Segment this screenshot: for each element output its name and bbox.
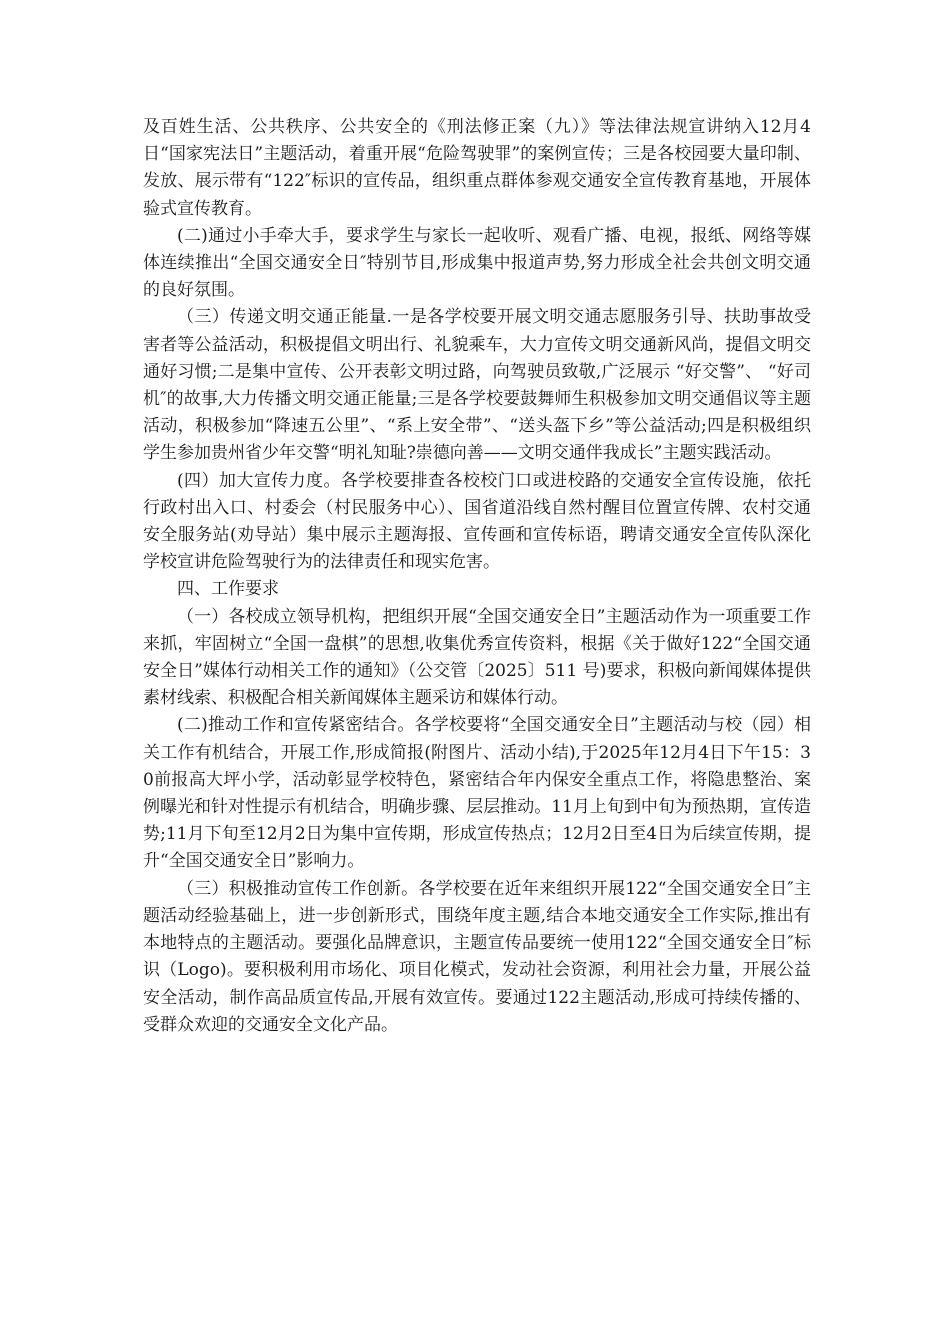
heading-work-requirements: 四、工作要求 xyxy=(177,579,279,600)
document-body xyxy=(143,114,811,1039)
paragraph-intro-continued: 及百姓生活、公共秩序、公共安全的《刑法修正案（九）》等法律法规宣讲纳入12月4日“国家宪法日”主题活动，着重开展“危险驾驶罪”的案例宣传；三是各校园要大量印制、发放、展示带有“122″标识的宣传品，组织重点群体参观交通安全宣传教育基地，开展体验式宣传教育。 xyxy=(143,117,811,219)
paragraph-section-4: (四）加大宣传力度。各学校要排查各校校门口或进校路的交通安全宣传设施，依托行政村出入口、村委会（村民服务中心）、国省道沿线自然村醒目位置宣传牌、农村交通安全服务站(劝导站）集中展示主题海报、宣传画和宣传标语，聘请交通安全宣传队深化学校宣讲危险驾驶行为的法律责任和现实危害。 xyxy=(143,470,811,573)
paragraph-section-3: （三）传递文明交通正能量.一是各学校要开展文明交通志愿服务引导、扶助事故受害者等公益活动，积极提倡文明出行、礼貌乘车，大力宣传文明交通新风尚，提倡文明交通好习惯;二是集中宣传、公开表彰文明过路，向驾驶员致敬,广泛展示 “好交警”、 “好司机″的故事,大力传播文明交通正能量;三是各学校要鼓舞师生积极参加文明交通倡议等主题活动，积极参加“降速五公里”、“系上安全带”、“送头盔下乡”等公益活动;四是积极组织学生参加贵州省少年交警“明礼知耻?崇德向善——文明交通伴我成长”主题实践活动。 xyxy=(143,307,811,464)
paragraph-section-2: (二)通过小手牵大手，要求学生与家长一起收听、观看广播、电视，报纸、网络等媒体连续推出“全国交通安全日″特别节目,形成集中报道声势,努力形成全社会共创文明交通的良好氛围。 xyxy=(143,225,811,301)
paragraph-requirement-1: （一）各校成立领导机构，把组织开展“全国交通安全日”主题活动作为一项重要工作来抓，牢固树立“全国一盘棋”的思想,收集优秀宣传资料，根据《关于做好122“全国交通安全日”媒体行动相关工作的通知》（公交管〔2025〕511 号)要求，积极向新闻媒体提供素材线索、积极配合相关新闻媒体主题采访和媒体行动。 xyxy=(143,606,811,709)
paragraph-requirement-3: （三）积极推动宣传工作创新。各学校要在近年来组织开展122“全国交通安全日″主题活动经验基础上，进一步创新形式，围绕年度主题,结合本地交通安全工作实际,推出有本地特点的主题活动。要强化品牌意识，主题宣传品要统一使用122“全国交通安全日″标识（Logo)。要积极利用市场化、项目化模式，发动社会资源，利用社会力量，开展公益安全活动，制作高品质宣传品,开展有效宣传。要通过122主题活动,形成可持续传播的、受群众欢迎的交通安全文化产品。 xyxy=(143,878,811,1035)
paragraph-requirement-2: (二)推动工作和宣传紧密结合。各学校要将“全国交通安全日”主题活动与校（园）相关工作有机结合，开展工作,形成简报(附图片、活动小结),于2025年12月4日下午15：30前报高大坪小学，活动彰显学校特色，紧密结合年内保安全重点工作，将隐患整治、案例曝光和针对性提示有机结合，明确步骤、层层推动。11月上旬到中旬为预热期，宣传造势;11月下旬至12月2日为集中宣传期，形成宣传热点；12月2日至4日为后续宣传期，提升“全国交通安全日”影响力。 xyxy=(143,715,811,872)
